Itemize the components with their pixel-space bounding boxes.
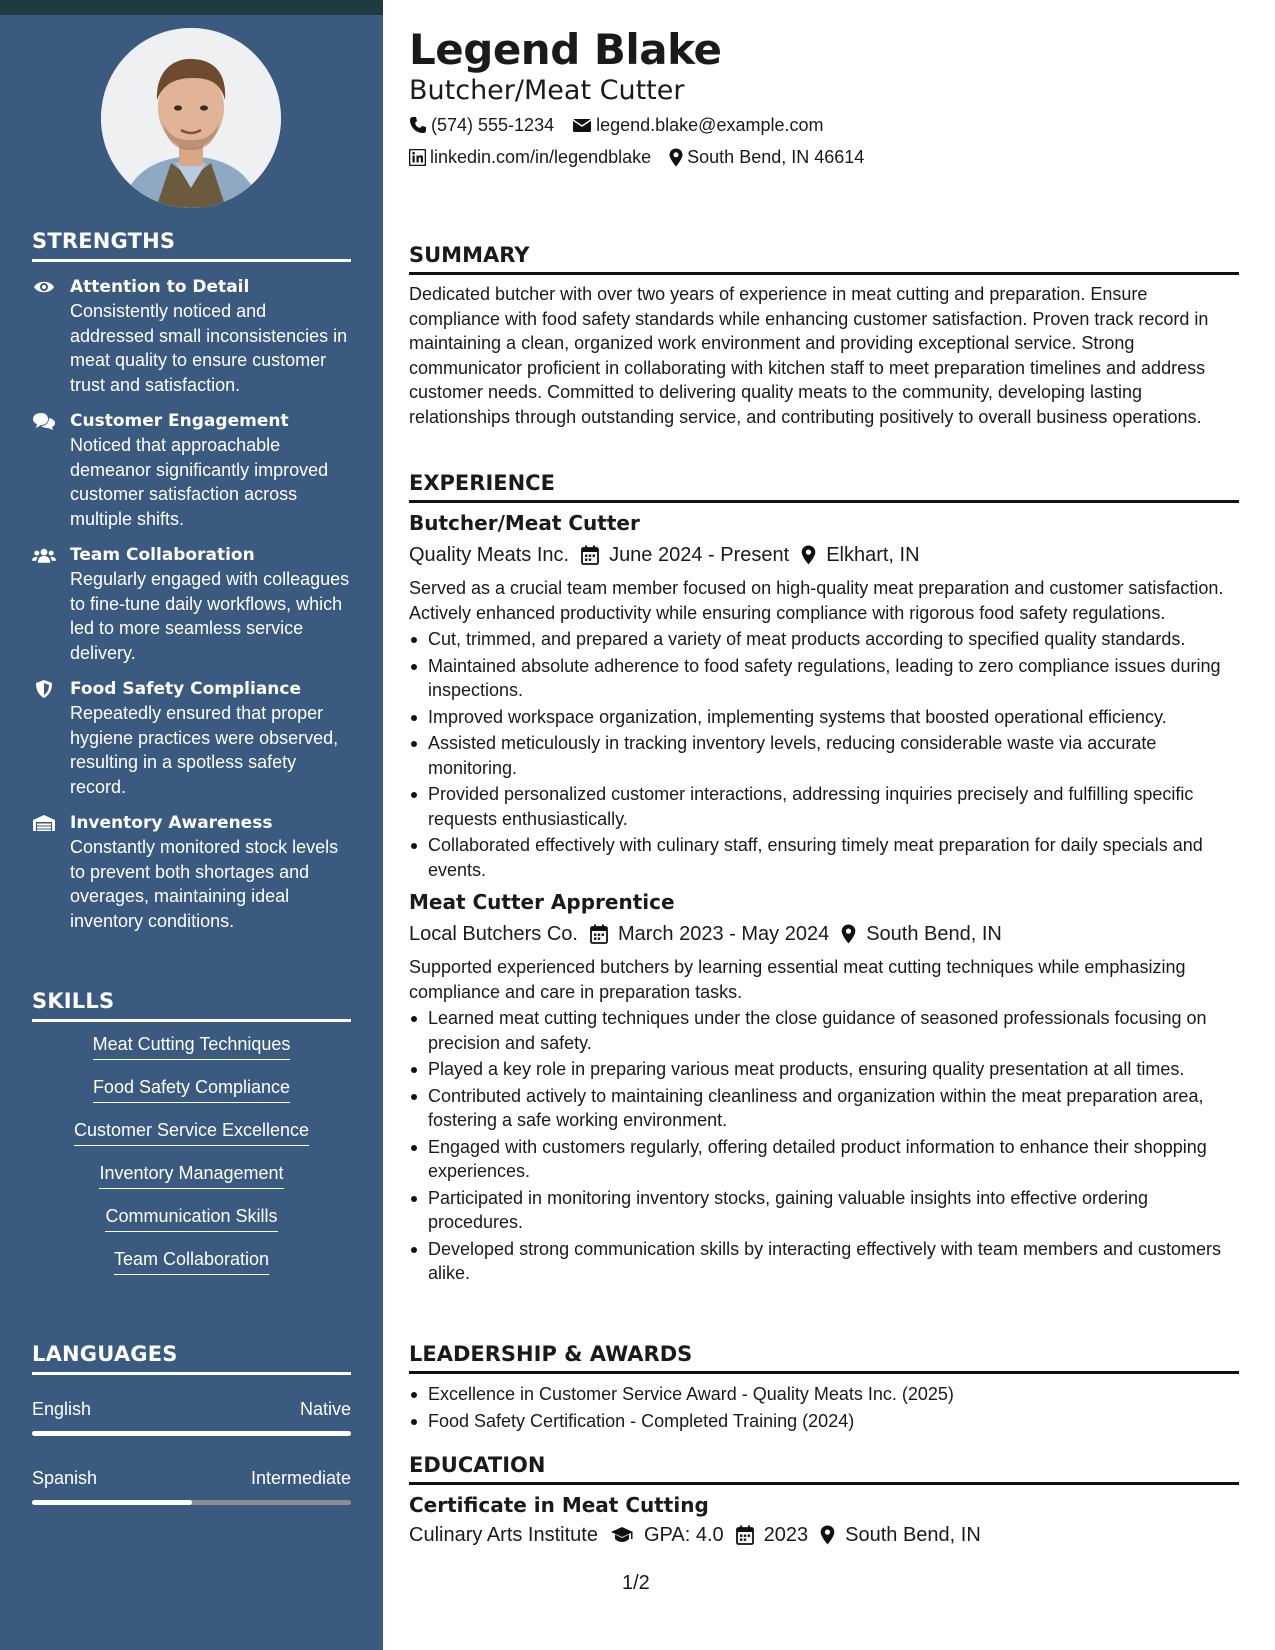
languages-heading: LANGUAGES [32,1342,351,1375]
users-icon [32,545,56,565]
awards-section [409,1340,1239,1433]
phone-text: (574) 555-1234 [431,115,555,135]
summary-heading: SUMMARY [409,241,1239,275]
skills-heading: SKILLS [32,989,351,1022]
location-pin-icon [820,1525,835,1545]
strength-item [32,410,351,531]
job-bullet: Developed strong communication skills by interacting effectively with team members and customers alike. [409,1237,1239,1286]
job-bullet: Cut, trimmed, and prepared a variety of meat products according to specified quality standards. [409,627,1239,652]
education-section [409,1451,1239,1548]
location-contact [669,145,864,169]
location-pin-icon [841,924,856,944]
job-bullet: Improved workspace organization, implementing systems that boosted operational efficiency. [409,705,1239,730]
education-location: South Bend, IN [845,1524,981,1546]
education-heading: EDUCATION [409,1451,1239,1485]
languages-section [32,1342,351,1505]
experience-section [409,469,1239,1286]
skill-tag: Communication Skills [105,1204,277,1232]
school-name: Culinary Arts Institute [409,1524,598,1546]
language-bar [32,1431,351,1436]
job-bullet: Played a key role in preparing various meat products, ensuring quality presentation at all times. [409,1057,1239,1082]
linkedin-text: linkedin.com/in/legendblake [430,147,652,167]
job-title: Meat Cutter Apprentice [409,890,675,914]
contact-row [409,145,882,169]
job-meta [409,542,1239,568]
contact-row [409,113,842,137]
job-bullet: Engaged with customers regularly, offering detailed product information to enhance their shopping experiences. [409,1135,1239,1184]
job-bullets [409,1006,1239,1286]
gpa-text: GPA: 4.0 [643,1524,724,1546]
skill-tag: Team Collaboration [114,1247,269,1275]
phone-icon [409,116,427,134]
job-bullet: Maintained absolute adherence to food safety regulations, leading to zero compliance issues during inspections. [409,654,1239,703]
job-company: Local Butchers Co. [409,923,578,945]
experience-heading: EXPERIENCE [409,469,1239,503]
email-text: legend.blake@example.com [596,115,824,135]
job-location: South Bend, IN [866,923,1002,945]
strength-title: Inventory Awareness [70,813,273,833]
shield-icon [32,679,56,699]
strength-title: Food Safety Compliance [70,679,302,699]
job-bullet: Learned meat cutting techniques under the close guidance of seasoned professionals focusing on precision and safety. [409,1006,1239,1055]
education-meta [409,1522,1239,1548]
strength-desc: Repeatedly ensured that proper hygiene practices were observed, resulting in a spotless safety record. [70,703,339,797]
job-dates: June 2024 - Present [609,544,790,566]
email-contact[interactable] [572,113,823,137]
education-year: 2023 [763,1524,809,1546]
profile-photo [101,28,281,208]
job-description: Supported experienced butchers by learning essential meat cutting techniques while emphasizing compliance and care in preparation tasks. [409,957,1186,1002]
skill-list [32,1032,351,1275]
awards-list [409,1382,1239,1433]
location-text: South Bend, IN 46614 [687,147,865,167]
eye-icon [32,277,56,297]
strength-desc: Noticed that approachable demeanor significantly improved customer satisfaction across multiple shifts. [70,435,329,529]
calendar-icon [736,1525,754,1545]
degree-title: Certificate in Meat Cutting [409,1493,709,1517]
strength-desc: Constantly monitored stock levels to prevent both shortages and overages, maintaining ideal inventory conditions. [70,837,339,931]
language-name: Spanish [32,1468,98,1488]
language-bar-fill [32,1500,192,1505]
job-bullets [409,627,1239,882]
skill-tag: Meat Cutting Techniques [93,1032,291,1060]
chat-bubbles-icon [32,411,56,431]
job-meta [409,921,1239,947]
job-dates: March 2023 - May 2024 [617,923,830,945]
job-entry [409,889,1239,1286]
avatar [101,28,281,208]
location-pin-icon [801,545,816,565]
language-bar-fill [32,1431,351,1436]
strength-desc: Consistently noticed and addressed small inconsistencies in meat quality to ensure customer trust and satisfaction. [70,301,348,395]
strengths-heading: STRENGTHS [32,229,351,262]
strength-item [32,812,351,933]
language-bar [32,1500,351,1505]
strength-title: Team Collaboration [70,545,255,565]
language-item [32,1397,351,1436]
candidate-role: Butcher/Meat Cutter [409,75,685,106]
job-bullet: Provided personalized customer interactions, addressing inquiries precisely and fulfilling specific requests enthusiastically. [409,782,1239,831]
job-entry [409,510,1239,882]
skill-tag: Inventory Management [99,1161,283,1189]
envelope-icon [572,117,592,133]
calendar-icon [590,924,608,944]
job-bullet: Participated in monitoring inventory stocks, gaining valuable insights into effective ordering procedures. [409,1186,1239,1235]
job-bullet: Contributed actively to maintaining cleanliness and organization within the meat preparation area, fostering a safe working environment. [409,1084,1239,1133]
summary-text: Dedicated butcher with over two years of experience in meat cutting and preparation. Ensure compliance with food safety standards while enhancing customer satisfaction. Proven track record in maintaining a clean, organized work environment and providing exceptional service. Strong communicator proficient in collaborating with kitchen staff to meet preparation timelines and address customer needs. Committed to delivering quality meats to the community, developing lasting relationships through outstanding service, and contributing positively to overall business operations. [409,284,1209,427]
skills-section [32,989,351,1290]
summary-section [409,241,1239,429]
job-location: Elkhart, IN [826,544,920,566]
language-level: Native [299,1399,351,1419]
award-item: Excellence in Customer Service Award - Quality Meats Inc. (2025) [409,1382,1239,1407]
language-item [32,1466,351,1505]
language-level: Intermediate [250,1468,351,1488]
strengths-section [32,229,351,933]
location-pin-icon [669,148,683,167]
calendar-icon [581,545,599,565]
linkedin-icon [409,149,426,166]
strength-item [32,276,351,397]
strength-title: Customer Engagement [70,411,289,431]
strength-item [32,544,351,665]
job-title: Butcher/Meat Cutter [409,511,640,535]
award-item: Food Safety Certification - Completed Training (2024) [409,1409,1239,1434]
graduation-cap-icon [610,1526,634,1544]
candidate-name: Legend Blake [409,25,722,74]
phone-contact[interactable] [409,113,554,137]
job-bullet: Collaborated effectively with culinary staff, ensuring timely meat preparation for daily specials and events. [409,833,1239,882]
warehouse-icon [32,813,56,833]
strength-item [32,678,351,799]
job-description: Served as a crucial team member focused on high-quality meat preparation and customer satisfaction. Actively enhanced productivity while ensuring compliance with rigorous food safety regulations. [409,578,1224,623]
sidebar-top-strip [0,0,383,15]
linkedin-contact[interactable] [409,145,651,169]
awards-heading: LEADERSHIP & AWARDS [409,1340,1239,1374]
job-company: Quality Meats Inc. [409,544,570,566]
main-content [409,0,1241,1650]
strength-desc: Regularly engaged with colleagues to fine-tune daily workflows, which led to more seamless service delivery. [70,569,350,663]
language-name: English [32,1399,92,1419]
job-bullet: Assisted meticulously in tracking inventory levels, reducing considerable waste via accurate monitoring. [409,731,1239,780]
sidebar [0,15,383,1650]
strength-title: Attention to Detail [70,277,250,297]
page-number: 1/2 [622,1572,650,1594]
skill-tag: Food Safety Compliance [93,1075,290,1103]
skill-tag: Customer Service Excellence [74,1118,309,1146]
